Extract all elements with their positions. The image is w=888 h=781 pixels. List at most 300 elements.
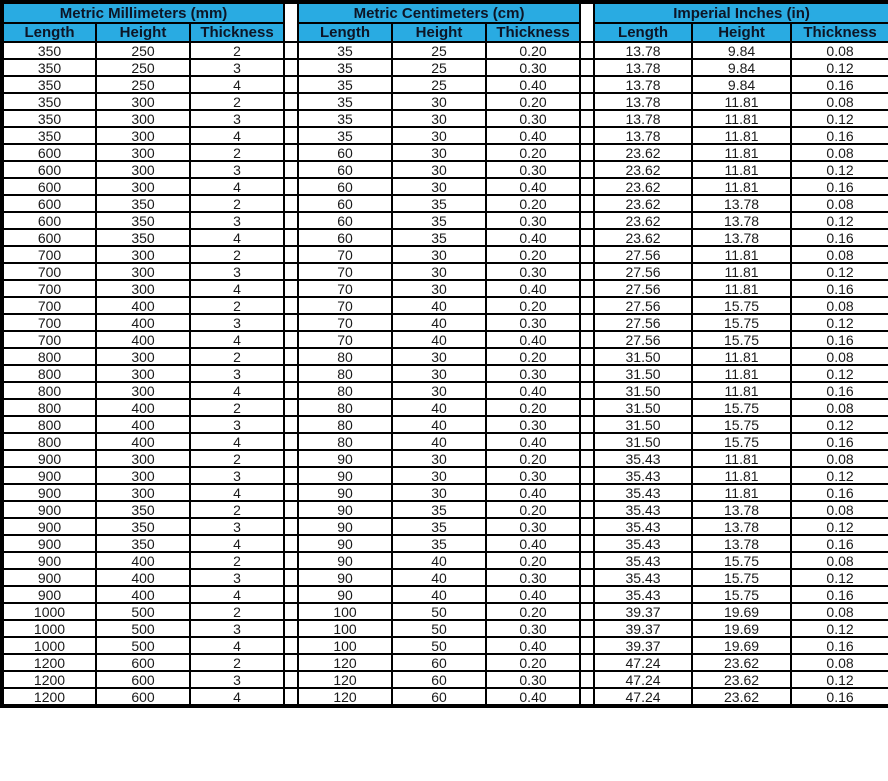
table-cell: 0.08: [791, 450, 888, 467]
table-cell: 40: [392, 433, 486, 450]
table-cell: 15.75: [692, 314, 791, 331]
table-cell: 300: [96, 178, 190, 195]
table-cell: 350: [2, 127, 96, 144]
table-cell: 35.43: [594, 569, 692, 586]
table-row: [2, 450, 888, 467]
column-spacer: [580, 671, 594, 688]
table-cell: 0.20: [486, 603, 580, 620]
table-cell: 0.40: [486, 688, 580, 706]
table-cell: 350: [2, 93, 96, 110]
table-cell: 15.75: [692, 297, 791, 314]
table-cell: 4: [190, 127, 284, 144]
table-row: [2, 195, 888, 212]
column-spacer: [284, 399, 298, 416]
table-cell: 27.56: [594, 331, 692, 348]
table-cell: 800: [2, 348, 96, 365]
table-cell: 13.78: [692, 212, 791, 229]
table-row: [2, 620, 888, 637]
table-cell: 0.40: [486, 280, 580, 297]
table-cell: 600: [2, 212, 96, 229]
table-cell: 3: [190, 518, 284, 535]
column-spacer: [580, 688, 594, 706]
column-spacer: [284, 229, 298, 246]
column-spacer: [580, 416, 594, 433]
table-cell: 35.43: [594, 518, 692, 535]
table-cell: 0.40: [486, 331, 580, 348]
table-cell: 0.20: [486, 450, 580, 467]
column-spacer: [284, 178, 298, 195]
table-row: [2, 535, 888, 552]
table-cell: 0.16: [791, 484, 888, 501]
column-spacer: [580, 212, 594, 229]
table-cell: 60: [298, 195, 392, 212]
column-spacer: [580, 501, 594, 518]
table-cell: 27.56: [594, 263, 692, 280]
table-cell: 1200: [2, 671, 96, 688]
table-cell: 31.50: [594, 399, 692, 416]
table-cell: 35: [392, 195, 486, 212]
column-header-in-thickness: Thickness: [791, 23, 888, 42]
table-cell: 0.16: [791, 331, 888, 348]
table-cell: 0.12: [791, 569, 888, 586]
table-cell: 40: [392, 569, 486, 586]
table-cell: 23.62: [692, 654, 791, 671]
table-cell: 2: [190, 501, 284, 518]
column-spacer: [284, 110, 298, 127]
table-cell: 300: [96, 348, 190, 365]
table-cell: 350: [96, 518, 190, 535]
table-cell: 11.81: [692, 178, 791, 195]
table-cell: 11.81: [692, 263, 791, 280]
column-spacer: [284, 688, 298, 706]
table-cell: 0.08: [791, 501, 888, 518]
column-spacer: [284, 382, 298, 399]
table-cell: 90: [298, 518, 392, 535]
table-row: [2, 297, 888, 314]
column-spacer: [284, 348, 298, 365]
column-spacer: [284, 331, 298, 348]
table-cell: 35: [298, 93, 392, 110]
table-cell: 3: [190, 263, 284, 280]
table-row: [2, 484, 888, 501]
table-cell: 250: [96, 59, 190, 76]
column-spacer: [284, 195, 298, 212]
table-cell: 11.81: [692, 484, 791, 501]
column-spacer: [580, 110, 594, 127]
table-cell: 0.16: [791, 535, 888, 552]
table-cell: 0.12: [791, 59, 888, 76]
table-cell: 0.30: [486, 110, 580, 127]
table-cell: 0.12: [791, 263, 888, 280]
table-cell: 300: [96, 263, 190, 280]
table-cell: 0.08: [791, 93, 888, 110]
table-cell: 0.30: [486, 314, 580, 331]
table-cell: 0.40: [486, 229, 580, 246]
table-cell: 90: [298, 450, 392, 467]
column-spacer: [284, 144, 298, 161]
column-spacer: [284, 637, 298, 654]
column-spacer: [284, 416, 298, 433]
column-spacer: [284, 484, 298, 501]
table-cell: 11.81: [692, 280, 791, 297]
table-cell: 2: [190, 246, 284, 263]
column-spacer: [284, 23, 298, 42]
column-spacer: [580, 178, 594, 195]
table-cell: 1000: [2, 620, 96, 637]
table-row: [2, 501, 888, 518]
table-cell: 0.16: [791, 178, 888, 195]
column-spacer: [284, 76, 298, 93]
table-cell: 900: [2, 569, 96, 586]
table-row: [2, 127, 888, 144]
table-cell: 400: [96, 552, 190, 569]
table-cell: 30: [392, 127, 486, 144]
table-cell: 400: [96, 416, 190, 433]
table-cell: 90: [298, 467, 392, 484]
table-cell: 30: [392, 246, 486, 263]
table-cell: 0.30: [486, 263, 580, 280]
table-cell: 0.20: [486, 144, 580, 161]
column-spacer: [284, 467, 298, 484]
table-row: [2, 348, 888, 365]
table-cell: 31.50: [594, 382, 692, 399]
table-cell: 0.16: [791, 280, 888, 297]
table-cell: 90: [298, 569, 392, 586]
table-cell: 15.75: [692, 399, 791, 416]
table-cell: 40: [392, 586, 486, 603]
table-cell: 2: [190, 195, 284, 212]
column-spacer: [580, 382, 594, 399]
table-cell: 0.16: [791, 229, 888, 246]
table-cell: 11.81: [692, 93, 791, 110]
table-cell: 250: [96, 42, 190, 59]
table-cell: 11.81: [692, 110, 791, 127]
table-cell: 0.40: [486, 484, 580, 501]
table-cell: 90: [298, 535, 392, 552]
group-header-mm: Metric Millimeters (mm): [2, 2, 284, 23]
table-cell: 3: [190, 365, 284, 382]
table-cell: 40: [392, 552, 486, 569]
table-cell: 0.08: [791, 654, 888, 671]
table-cell: 0.16: [791, 433, 888, 450]
table-cell: 4: [190, 586, 284, 603]
column-spacer: [284, 280, 298, 297]
table-cell: 60: [298, 229, 392, 246]
table-cell: 11.81: [692, 161, 791, 178]
table-cell: 0.08: [791, 246, 888, 263]
table-cell: 90: [298, 552, 392, 569]
table-cell: 0.12: [791, 518, 888, 535]
table-cell: 23.62: [594, 212, 692, 229]
table-cell: 30: [392, 144, 486, 161]
column-spacer: [580, 450, 594, 467]
table-cell: 50: [392, 620, 486, 637]
table-cell: 0.08: [791, 195, 888, 212]
table-cell: 13.78: [594, 76, 692, 93]
table-cell: 250: [96, 76, 190, 93]
table-cell: 4: [190, 637, 284, 654]
table-cell: 3: [190, 161, 284, 178]
table-cell: 40: [392, 331, 486, 348]
table-cell: 0.40: [486, 76, 580, 93]
table-row: [2, 586, 888, 603]
table-cell: 2: [190, 654, 284, 671]
table-cell: 700: [2, 314, 96, 331]
column-spacer: [580, 229, 594, 246]
table-cell: 600: [2, 229, 96, 246]
column-spacer: [580, 348, 594, 365]
table-row: [2, 433, 888, 450]
column-spacer: [284, 246, 298, 263]
table-cell: 900: [2, 501, 96, 518]
table-cell: 0.12: [791, 212, 888, 229]
table-cell: 700: [2, 280, 96, 297]
table-cell: 47.24: [594, 688, 692, 706]
column-spacer: [284, 212, 298, 229]
table-cell: 35: [392, 212, 486, 229]
column-spacer: [580, 161, 594, 178]
column-spacer: [580, 603, 594, 620]
table-cell: 2: [190, 93, 284, 110]
table-cell: 2: [190, 348, 284, 365]
table-cell: 4: [190, 433, 284, 450]
table-cell: 11.81: [692, 450, 791, 467]
table-row: [2, 178, 888, 195]
table-cell: 15.75: [692, 331, 791, 348]
table-row: [2, 552, 888, 569]
column-spacer: [580, 42, 594, 59]
table-cell: 300: [96, 382, 190, 399]
column-spacer: [580, 144, 594, 161]
table-row: [2, 399, 888, 416]
table-cell: 13.78: [594, 93, 692, 110]
table-cell: 27.56: [594, 314, 692, 331]
group-header-in: Imperial Inches (in): [594, 2, 888, 23]
table-cell: 11.81: [692, 348, 791, 365]
table-cell: 2: [190, 42, 284, 59]
table-cell: 500: [96, 620, 190, 637]
column-spacer: [284, 42, 298, 59]
table-cell: 900: [2, 518, 96, 535]
table-cell: 9.84: [692, 76, 791, 93]
table-cell: 300: [96, 110, 190, 127]
table-cell: 90: [298, 484, 392, 501]
table-cell: 70: [298, 280, 392, 297]
column-spacer: [580, 467, 594, 484]
table-cell: 500: [96, 637, 190, 654]
table-cell: 90: [298, 586, 392, 603]
table-cell: 35: [298, 110, 392, 127]
table-cell: 3: [190, 620, 284, 637]
column-spacer: [284, 569, 298, 586]
table-cell: 4: [190, 331, 284, 348]
table-cell: 0.40: [486, 637, 580, 654]
table-cell: 4: [190, 535, 284, 552]
table-cell: 800: [2, 433, 96, 450]
table-row: [2, 331, 888, 348]
table-cell: 0.30: [486, 59, 580, 76]
table-cell: 13.78: [594, 110, 692, 127]
table-cell: 31.50: [594, 365, 692, 382]
table-cell: 350: [2, 110, 96, 127]
table-cell: 50: [392, 637, 486, 654]
table-cell: 900: [2, 586, 96, 603]
table-cell: 100: [298, 603, 392, 620]
table-cell: 0.30: [486, 671, 580, 688]
table-cell: 35.43: [594, 484, 692, 501]
table-cell: 60: [298, 144, 392, 161]
table-cell: 60: [392, 688, 486, 706]
table-cell: 30: [392, 365, 486, 382]
table-cell: 13.78: [692, 535, 791, 552]
table-cell: 2: [190, 144, 284, 161]
table-cell: 3: [190, 110, 284, 127]
table-cell: 900: [2, 467, 96, 484]
table-cell: 35: [298, 42, 392, 59]
column-spacer: [284, 365, 298, 382]
table-cell: 400: [96, 586, 190, 603]
column-spacer: [580, 518, 594, 535]
table-cell: 4: [190, 688, 284, 706]
table-cell: 0.40: [486, 586, 580, 603]
table-cell: 39.37: [594, 620, 692, 637]
table-cell: 600: [2, 195, 96, 212]
table-cell: 0.20: [486, 195, 580, 212]
table-cell: 300: [96, 144, 190, 161]
table-cell: 60: [298, 161, 392, 178]
table-cell: 13.78: [594, 42, 692, 59]
column-spacer: [580, 127, 594, 144]
table-cell: 23.62: [594, 144, 692, 161]
table-row: [2, 314, 888, 331]
column-spacer: [284, 603, 298, 620]
table-cell: 800: [2, 365, 96, 382]
table-cell: 2: [190, 399, 284, 416]
table-row: [2, 688, 888, 706]
table-cell: 35.43: [594, 467, 692, 484]
table-cell: 11.81: [692, 246, 791, 263]
table-row: [2, 569, 888, 586]
table-cell: 0.12: [791, 620, 888, 637]
table-cell: 15.75: [692, 586, 791, 603]
table-cell: 0.20: [486, 399, 580, 416]
column-header-in-length: Length: [594, 23, 692, 42]
table-cell: 0.30: [486, 467, 580, 484]
table-cell: 23.62: [594, 161, 692, 178]
table-cell: 400: [96, 433, 190, 450]
column-spacer: [284, 501, 298, 518]
column-spacer: [284, 93, 298, 110]
table-cell: 900: [2, 450, 96, 467]
table-header: [2, 2, 888, 42]
table-cell: 300: [96, 93, 190, 110]
table-cell: 50: [392, 603, 486, 620]
column-spacer: [284, 161, 298, 178]
column-spacer: [580, 620, 594, 637]
table-cell: 3: [190, 569, 284, 586]
table-cell: 1200: [2, 654, 96, 671]
table-cell: 800: [2, 416, 96, 433]
table-cell: 0.20: [486, 552, 580, 569]
column-spacer: [580, 484, 594, 501]
column-spacer: [580, 433, 594, 450]
table-row: [2, 365, 888, 382]
table-cell: 2: [190, 603, 284, 620]
table-cell: 350: [2, 42, 96, 59]
table-row: [2, 671, 888, 688]
table-cell: 35: [392, 501, 486, 518]
table-cell: 35.43: [594, 450, 692, 467]
table-cell: 70: [298, 297, 392, 314]
table-cell: 0.30: [486, 620, 580, 637]
table-cell: 300: [96, 127, 190, 144]
table-cell: 80: [298, 433, 392, 450]
table-cell: 23.62: [692, 688, 791, 706]
column-spacer: [580, 331, 594, 348]
table-cell: 120: [298, 671, 392, 688]
table-cell: 13.78: [692, 501, 791, 518]
table-cell: 70: [298, 263, 392, 280]
table-cell: 0.12: [791, 110, 888, 127]
table-cell: 600: [2, 161, 96, 178]
table-cell: 15.75: [692, 552, 791, 569]
table-cell: 0.16: [791, 586, 888, 603]
table-cell: 600: [2, 144, 96, 161]
table-cell: 60: [298, 212, 392, 229]
column-spacer: [580, 365, 594, 382]
table-cell: 300: [96, 365, 190, 382]
table-cell: 400: [96, 569, 190, 586]
column-spacer: [284, 535, 298, 552]
column-spacer: [284, 671, 298, 688]
table-cell: 30: [392, 382, 486, 399]
table-cell: 350: [96, 501, 190, 518]
column-spacer: [580, 569, 594, 586]
table-cell: 0.08: [791, 603, 888, 620]
column-spacer: [580, 314, 594, 331]
table-cell: 1200: [2, 688, 96, 706]
table-cell: 0.16: [791, 637, 888, 654]
table-cell: 4: [190, 280, 284, 297]
table-cell: 800: [2, 382, 96, 399]
column-spacer: [580, 59, 594, 76]
column-spacer: [580, 93, 594, 110]
table-cell: 35.43: [594, 535, 692, 552]
table-cell: 0.30: [486, 569, 580, 586]
table-cell: 40: [392, 416, 486, 433]
table-cell: 23.62: [692, 671, 791, 688]
column-header-mm-thickness: Thickness: [190, 23, 284, 42]
table-cell: 39.37: [594, 603, 692, 620]
table-cell: 350: [2, 76, 96, 93]
table-row: [2, 110, 888, 127]
table-cell: 80: [298, 416, 392, 433]
table-row: [2, 654, 888, 671]
table-row: [2, 161, 888, 178]
group-header-cm: Metric Centimeters (cm): [298, 2, 580, 23]
table-row: [2, 603, 888, 620]
table-cell: 0.30: [486, 212, 580, 229]
table-cell: 0.08: [791, 42, 888, 59]
table-cell: 300: [96, 161, 190, 178]
table-cell: 0.08: [791, 552, 888, 569]
table-cell: 500: [96, 603, 190, 620]
table-cell: 700: [2, 246, 96, 263]
table-cell: 0.40: [486, 382, 580, 399]
table-cell: 35.43: [594, 501, 692, 518]
table-cell: 3: [190, 314, 284, 331]
column-spacer: [284, 586, 298, 603]
